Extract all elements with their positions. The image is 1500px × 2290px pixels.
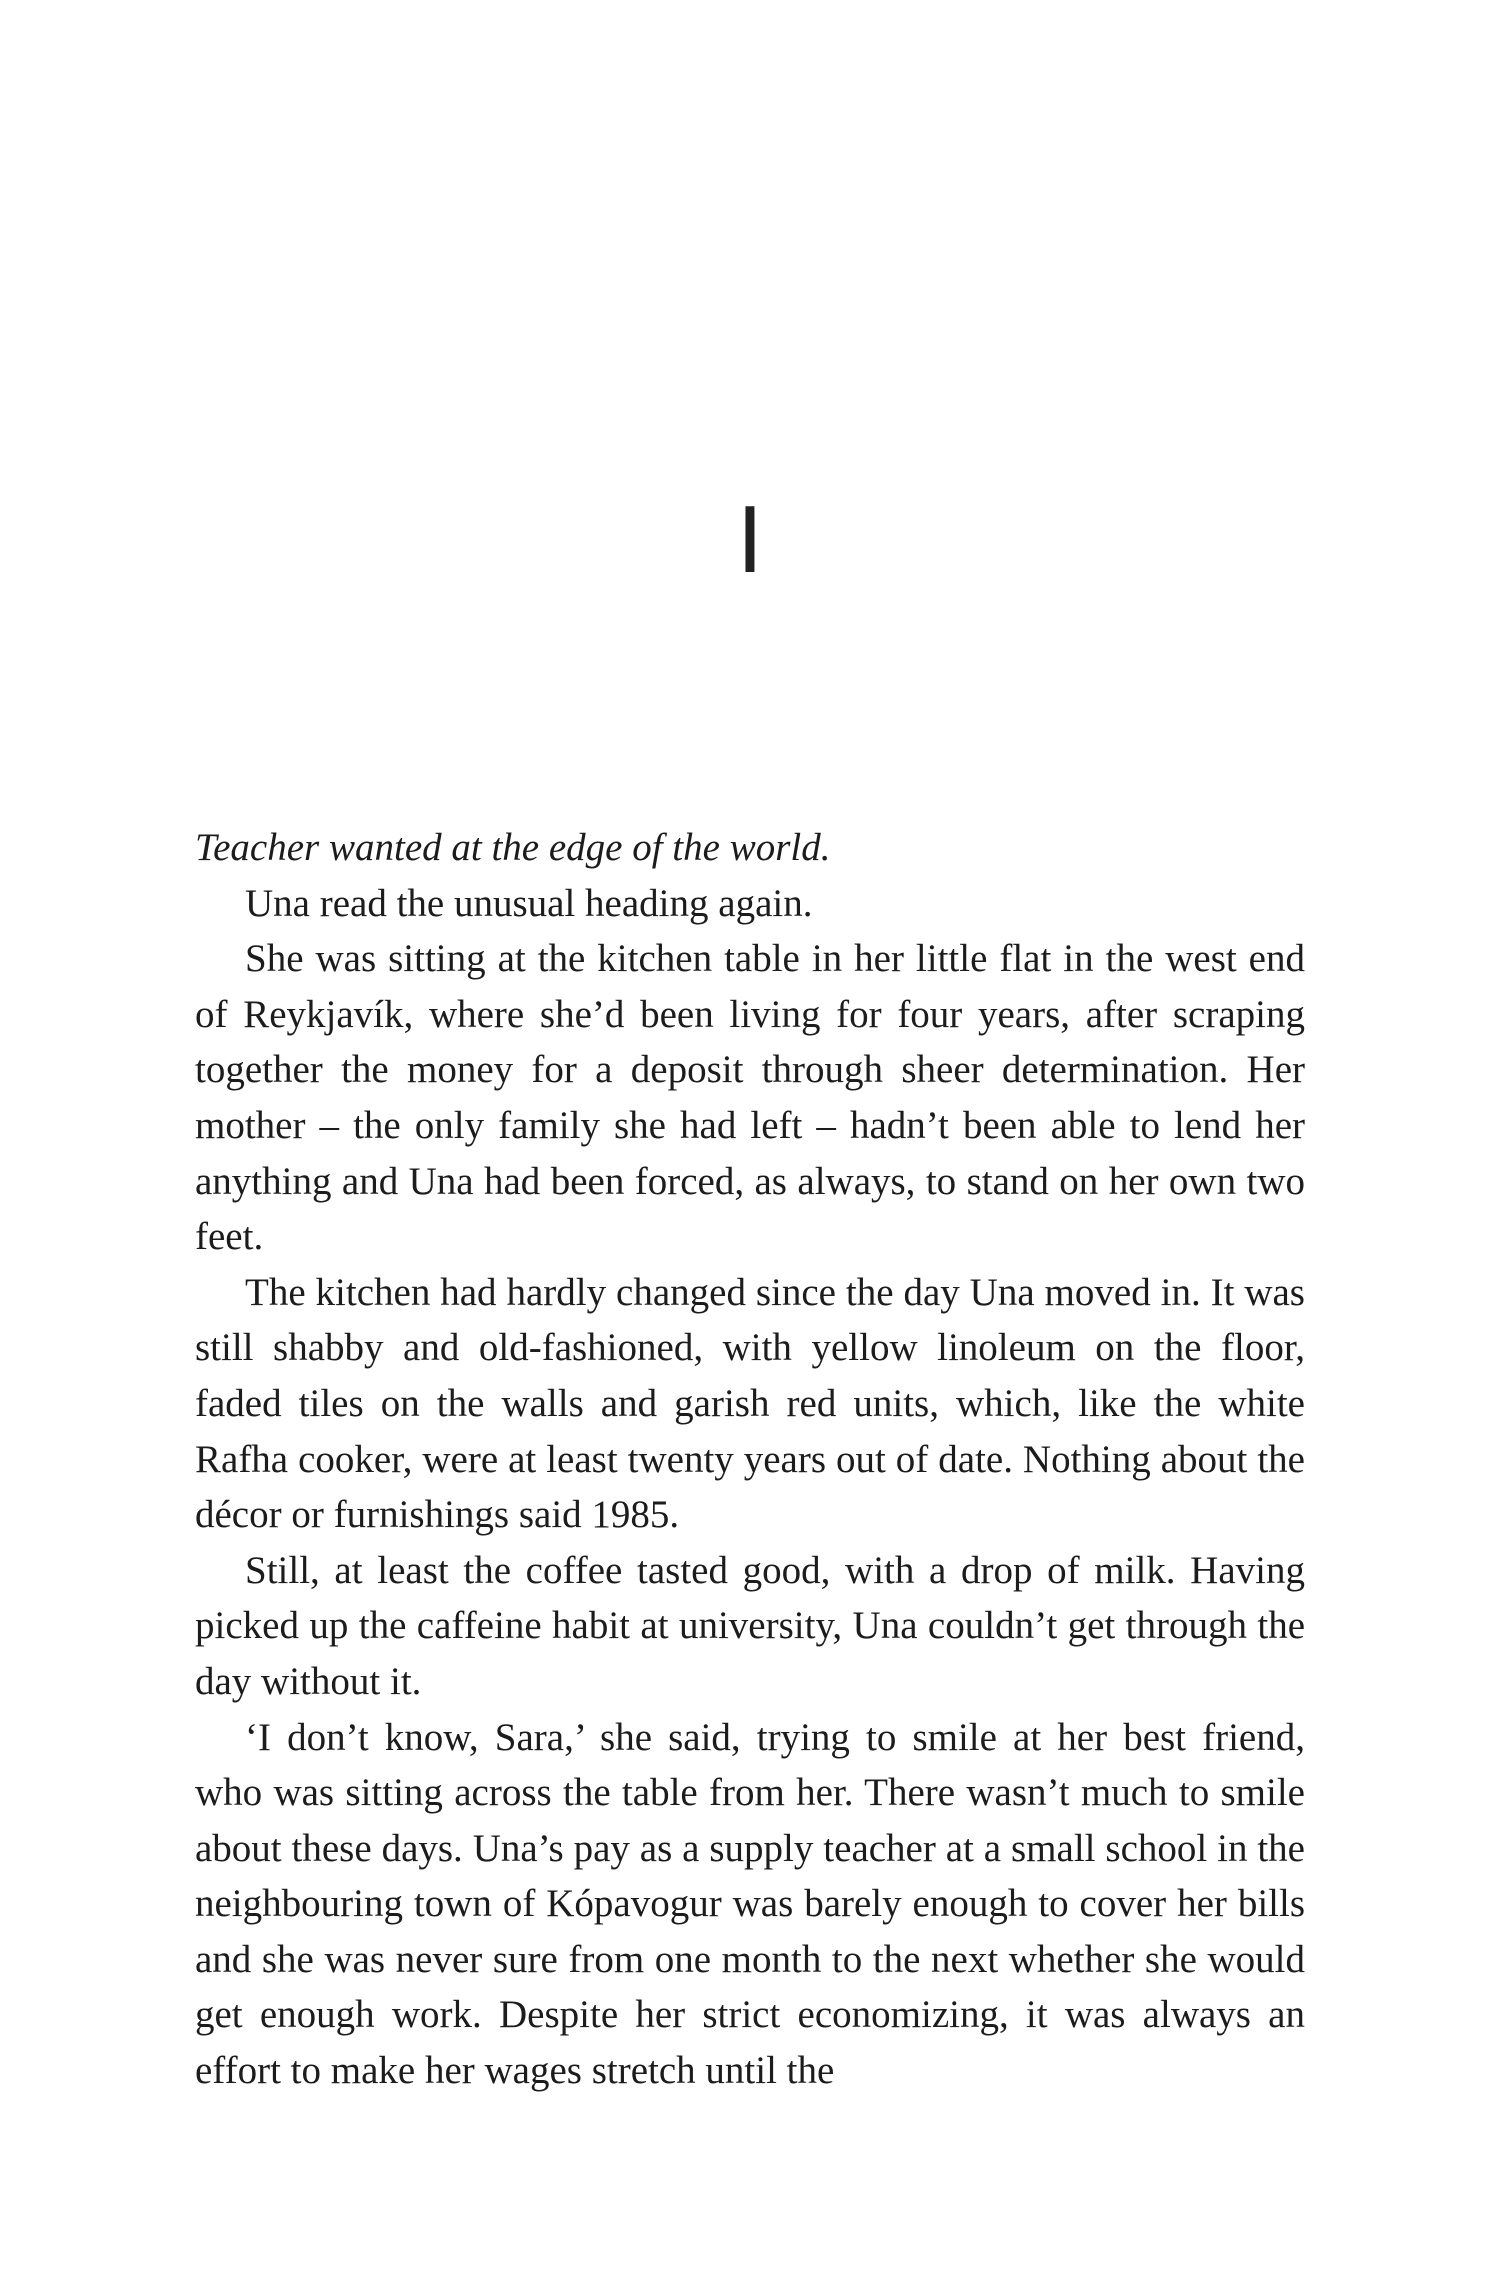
epigraph: Teacher wanted at the edge of the world. — [195, 826, 831, 869]
chapter-text — [195, 820, 1305, 2099]
paragraph: She was sitting at the kitchen table in her little flat in the west end of Reykjavík, where she’d been living for four years, after scraping together the money for a deposit through sheer determination. Her mother – the only family she had left – hadn’t been able to lend her anything and Una had been forced, as always, to stand on her own two feet. — [195, 937, 1305, 1259]
chapter-number: I — [736, 486, 764, 593]
paragraph: Una read the unusual heading again. — [245, 881, 813, 925]
paragraph: The kitchen had hardly changed since the day Una moved in. It was still shabby and old-fashioned, with yellow linoleum on the floor, faded tiles on the walls and garish red units, which, like the white Rafha cooker, were at least twenty years out of date. Nothing about the décor or furnishings said 1985. — [195, 1270, 1305, 1537]
paragraph: ‘I don’t know, Sara,’ she said, trying to smile at her best friend, who was sitting across the table from her. There wasn’t much to smile about these days. Una’s pay as a supply teacher at a small school in the neighbouring town of Kópavogur was barely enough to cover her bills and she was never sure from one month to the next whether she would get enough work. Despite her strict economizing, it was always an effort to make her wages stretch until the — [195, 1715, 1305, 2093]
paragraph: Still, at least the coffee tasted good, with a drop of milk. Having picked up the caffeine habit at university, Una couldn’t get through the day without it. — [195, 1548, 1305, 1703]
